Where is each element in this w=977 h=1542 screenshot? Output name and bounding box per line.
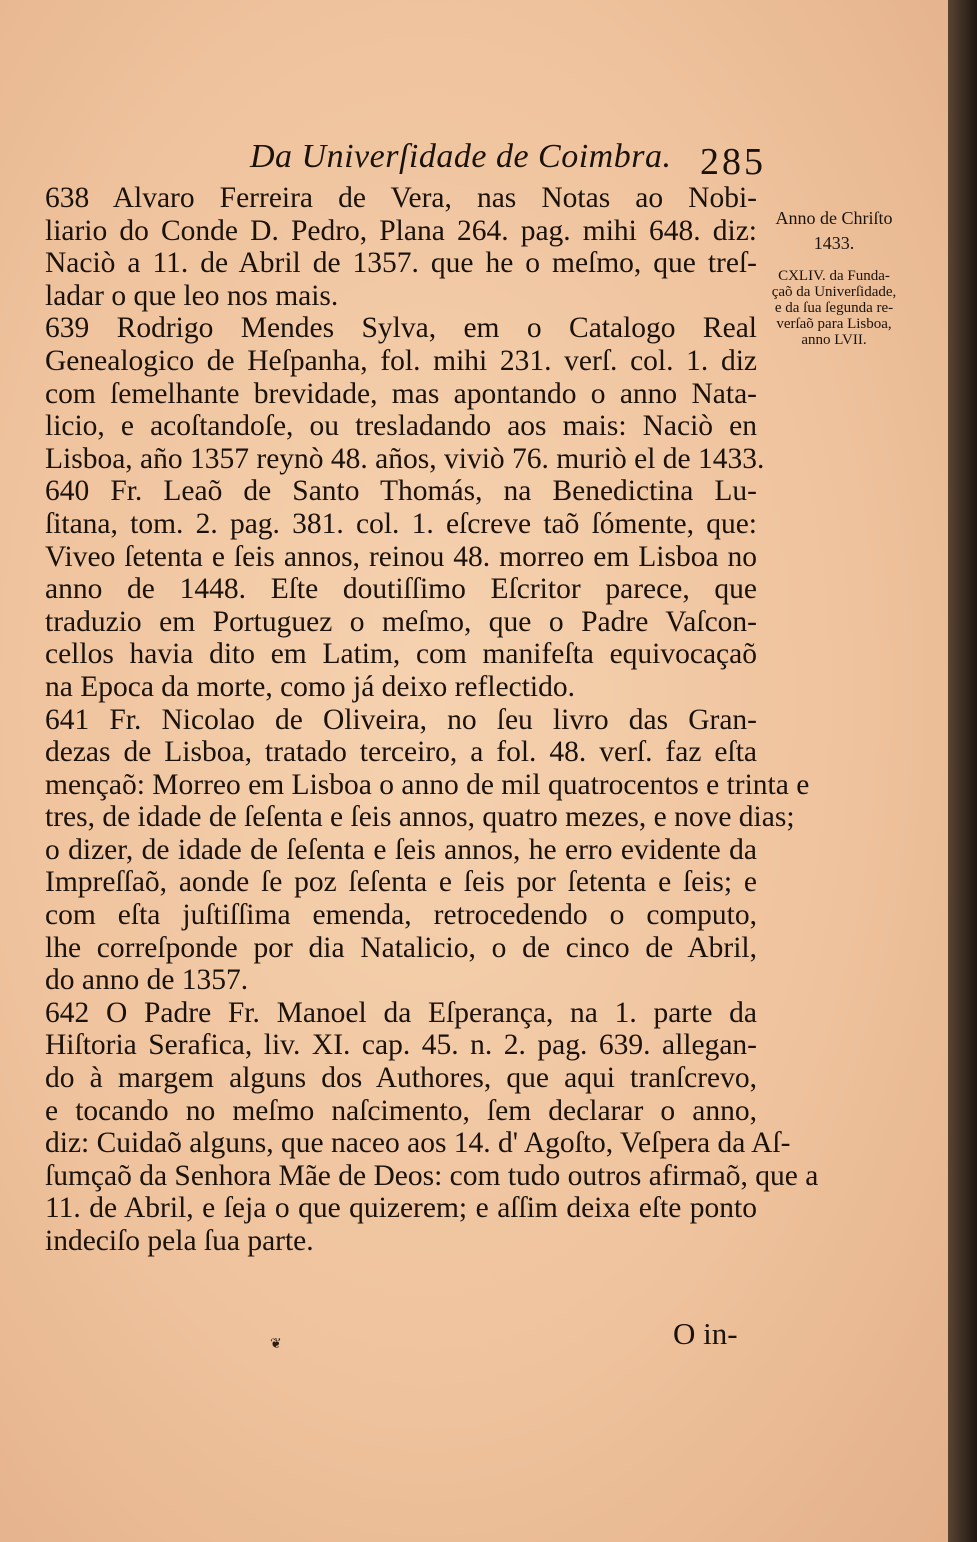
- text-line: liario do Conde D. Pedro, Plana 264. pag. mihi 648. diz:: [45, 214, 757, 247]
- sidenote-year-value: 1433.: [813, 233, 855, 253]
- catchword: O in-: [673, 1316, 738, 1351]
- text-line: mençaõ: Morreo em Lisboa o anno de mil quatrocentos e trinta e: [45, 768, 810, 801]
- text-line: 641 Fr. Nicolao de Oliveira, no ſeu livro das Gran-: [45, 703, 757, 736]
- text-line: ſitana, tom. 2. pag. 381. col. 1. eſcreve taõ ſómente, que:: [45, 507, 757, 540]
- sidenote-anno: Anno de Chriſto: [775, 208, 893, 228]
- text-line: com eſta juſtiſſima emenda, retrocedendo o computo,: [45, 899, 757, 932]
- sidenote-year: [760, 206, 908, 256]
- text-line: Impreſſaõ, aonde ſe poz ſeſenta e ſeis por ſetenta e ſeis; e: [45, 866, 757, 899]
- text-line: dezas de Lisboa, tratado terceiro, a fol. 48. verſ. faz eſta: [45, 736, 757, 769]
- text-line: Genealogico de Heſpanha, fol. mihi 231. verſ. col. 1. diz: [45, 344, 757, 377]
- text-line: Hiſtoria Serafica, liv. XI. cap. 45. n. 2. pag. 639. allegan-: [45, 1029, 757, 1062]
- text-line: indeciſo pela ſua parte.: [45, 1225, 314, 1257]
- text-line: 640 Fr. Leaõ de Santo Thomás, na Benedictina Lu-: [45, 475, 757, 508]
- sidenote-line: verſaõ para Lisboa,: [776, 316, 892, 332]
- text-line: ſumçaõ da Senhora Mãe de Deos: com tudo outros afirmaõ, que a: [45, 1159, 819, 1192]
- ornament-icon: ❦: [270, 1337, 282, 1352]
- text-line: traduzio em Portuguez o meſmo, que o Padre Vaſcon-: [45, 605, 757, 638]
- page-number: 285: [700, 141, 766, 183]
- text-line: licio, e acoſtandoſe, ou tresladando aos mais: Naciò en: [45, 410, 757, 443]
- sidenote-line: çaõ da Univerſidade,: [771, 284, 897, 300]
- text-line: tres, de idade de ſeſenta e ſeis annos, quatro mezes, e nove dias;: [45, 801, 795, 834]
- text-line: lhe correſponde por dia Natalicio, o de cinco de Abril,: [45, 931, 757, 964]
- sidenote-line: CXLIV. da Funda-: [778, 268, 890, 284]
- sidenote-line: e da ſua ſegunda re-: [774, 300, 894, 316]
- text-line: 638 Alvaro Ferreira de Vera, nas Notas ao Nobi-: [45, 182, 757, 214]
- text-line: com ſemelhante brevidade, mas apontando o anno Nata-: [45, 377, 757, 410]
- text-line: Naciò a 11. de Abril de 1357. que he o meſmo, que treſ-: [45, 247, 757, 280]
- text-line: anno de 1448. Eſte doutiſſimo Eſcritor parece, que: [45, 573, 757, 606]
- book-edge: [948, 0, 977, 1542]
- text-line: 642 O Padre Fr. Manoel da Eſperança, na 1. parte da: [45, 996, 757, 1029]
- text-line: ladar o que leo nos mais.: [45, 279, 339, 312]
- body-text: [45, 182, 819, 1258]
- text-line: do à margem alguns dos Authores, que aqui tranſcrevo,: [45, 1062, 757, 1095]
- text-line: do anno de 1357.: [45, 964, 249, 997]
- text-line: e tocando no meſmo naſcimento, ſem declarar o anno,: [45, 1094, 757, 1127]
- text-line: 639 Rodrigo Mendes Sylva, em o Catalogo Real: [45, 312, 757, 345]
- sidenote-foundation: [760, 268, 908, 348]
- text-line: diz: Cuidaõ alguns, que naceo aos 14. d' Agoſto, Veſpera da Aſ-: [45, 1127, 791, 1160]
- text-line: 11. de Abril, e ſeja o que quizerem; e aſſim deixa eſte ponto: [45, 1192, 757, 1225]
- text-line: Viveo ſetenta e ſeis annos, reinou 48. morreo em Lisboa no: [45, 540, 757, 573]
- running-title: Da Univerſidade de Coimbra.: [250, 138, 672, 175]
- text-line: cellos havia dito em Latim, com manifeſta equivocaçaõ: [45, 638, 757, 671]
- text-line: Lisboa, año 1357 reynò 48. años, viviò 76. muriò el de 1433.: [45, 442, 765, 475]
- text-line: o dizer, de idade de ſeſenta e ſeis annos, he erro evidente da: [45, 833, 757, 866]
- text-line: na Epoca da morte, como já deixo reflectido.: [45, 670, 575, 703]
- sidenote-line: anno LVII.: [801, 332, 867, 348]
